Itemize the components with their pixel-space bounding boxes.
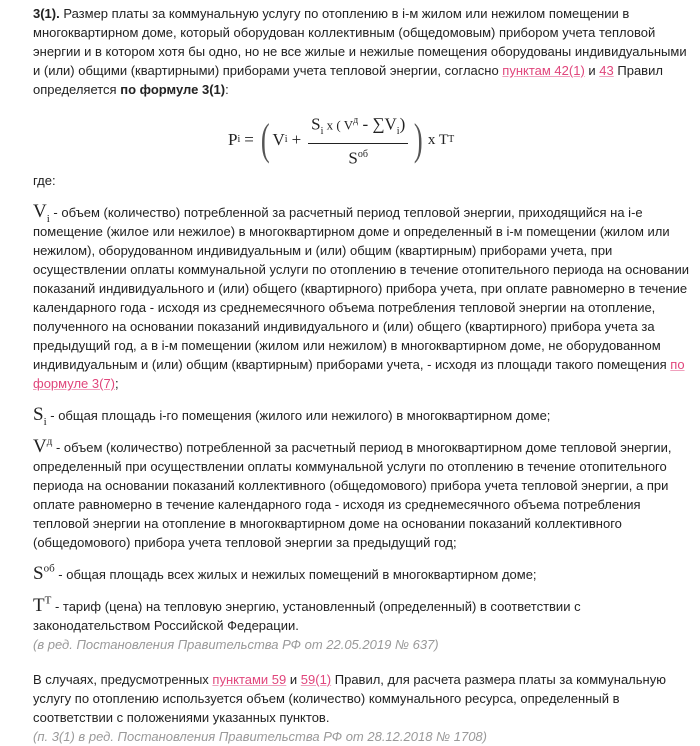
formula-sub: i (237, 133, 241, 145)
definition-vi (33, 202, 693, 393)
fraction-numerator (308, 111, 408, 144)
link-points-59[interactable]: пунктами 59 (212, 672, 287, 687)
formula-lhs: P (228, 129, 238, 149)
final-paragraph (33, 670, 693, 727)
intro-text: Размер платы за коммунальную услугу по отоплению в i-м жилом или нежилом помещении в многоквартирном доме, который оборудован коллективным (общедомовым) прибором учета тепловой энергии и в котором хотя бы одно, но не все жилые и нежилые помещения оборудованы индивидуальными и (или) общими (квартирными) приборами учета тепловой энергии, согласно (33, 6, 687, 78)
link-point-59-1[interactable]: 59(1) (300, 672, 332, 687)
symbol (33, 595, 51, 616)
fraction-denominator (348, 144, 368, 169)
formula-ref: по формуле 3(1) (120, 82, 226, 97)
formula-row (228, 111, 693, 168)
where-label: где: (33, 173, 56, 188)
symbol-sup: об (43, 562, 55, 575)
formula-v: V (272, 129, 285, 149)
link-formula-3-7[interactable]: по формуле 3(7) (33, 357, 685, 391)
symbol (33, 201, 50, 225)
formula-sub: i (320, 126, 324, 138)
symbol (33, 404, 47, 428)
symbol (33, 563, 55, 584)
formula-sub: i (396, 126, 400, 138)
formula-sup: T (448, 133, 455, 145)
definition-text: - общая площадь всех жилых и нежилых помещений в многоквартирном доме; (54, 567, 537, 582)
intro-paragraph (33, 4, 693, 99)
definition-sob (33, 564, 693, 584)
formula-plus: + (291, 129, 302, 149)
formula-s: S (348, 148, 358, 168)
formula-s: S (311, 114, 321, 134)
final-text: и (286, 672, 301, 687)
symbol-sup: T (44, 594, 52, 607)
formula-sub: i (284, 133, 288, 145)
definition-text: - объем (количество) потребленной за расчетный период в многоквартирном доме тепловой энергии, определенный при осуществлении оплаты коммунальной услуги по отоплению в течение отопительного периода на основании показаний коллективного (общедомового) прибора учета тепловой энергии, а при оплате равномерно в течение календарного года - исходя из среднемесячного объема потребления тепловой энергии на отопление в многоквартирном доме на основании показаний коллективного (общедомового) прибора учета тепловой энергии за предыдущий год; (33, 440, 672, 550)
formula-minus: - ∑V (358, 114, 397, 134)
definition-text: - тариф (цена) на тепловую энергию, установленный (определенный) в соответствии с законодательством Российской Федерации. (33, 599, 581, 633)
symbol-sup: д (46, 435, 53, 448)
definition-si (33, 404, 693, 428)
formula-sup: д (353, 115, 359, 126)
final-text: Правил, для расчета размера платы за коммунальную услугу по отоплению используется объем (количество) коммунального ресурса, определенный в соответствии с положениями указанных пунктов. (33, 672, 666, 725)
symbol-letter: S (33, 563, 44, 584)
formula-mid: x ( V (323, 117, 354, 133)
symbol-letter: V (33, 436, 47, 457)
intro-text: и (584, 63, 600, 78)
symbol-sub: i (46, 212, 50, 225)
definition-vd (33, 437, 693, 552)
symbol (33, 436, 52, 457)
intro-text: Правил определяется (33, 63, 663, 97)
link-point-43[interactable]: 43 (599, 63, 614, 78)
link-points-42-1[interactable]: пунктам 42(1) (502, 63, 585, 78)
formula-close: ) (399, 114, 406, 134)
symbol-sub: i (43, 415, 47, 428)
formula-3-1 (228, 111, 693, 169)
symbol-letter: V (33, 201, 47, 222)
definition-text: ; (115, 376, 119, 391)
definition-text: - объем (количество) потребленной за расчетный период тепловой энергии, приходящийся на i-е помещение (жилое или нежилое) в многоквартирном доме и определенный в i-м помещении (жилом или нежилом), оборудованном индивидуальным и (или) общим (квартирным) приборами учета, при осуществлении оплаты коммунальной услуги по отоплению в течение отопительного периода на основании показаний индивидуального и (или) общего (квартирного) прибора учета, при оплате равномерно в течение календарного года - исходя из среднемесячного объема потребления тепловой энергии на отопление, полученного на основании показаний индивидуального и (или) общего (квартирного) прибора учета за предыдущий год, а в i-м помещении (жилом или нежилом) в многоквартирном доме, не оборудованном индивидуальным и (или) общим (квартирным) приборами учета, - исходя из площади такого помещения (33, 205, 689, 372)
final-text: В случаях, предусмотренных (33, 672, 213, 687)
revision-note: (в ред. Постановления Правительства РФ от 22.05.2019 № 637) (33, 637, 439, 652)
formula-fraction (308, 111, 408, 169)
left-paren: ( (260, 114, 270, 164)
clause-label: 3(1). (33, 6, 60, 21)
definition-text: - общая площадь i-го помещения (жилого или нежилого) в многоквартирном доме; (46, 408, 551, 423)
revision-note-clause: (п. 3(1) в ред. Постановления Правительства РФ от 28.12.2018 № 1708) (33, 729, 487, 744)
symbol-letter: S (33, 404, 44, 425)
formula-times: x T (427, 131, 449, 148)
intro-text: : (225, 82, 229, 97)
right-paren: ) (414, 114, 423, 164)
definition-tt (33, 596, 693, 635)
symbol-letter: T (33, 595, 45, 616)
formula-eq: = (244, 129, 254, 149)
formula-sup: об (357, 149, 368, 161)
